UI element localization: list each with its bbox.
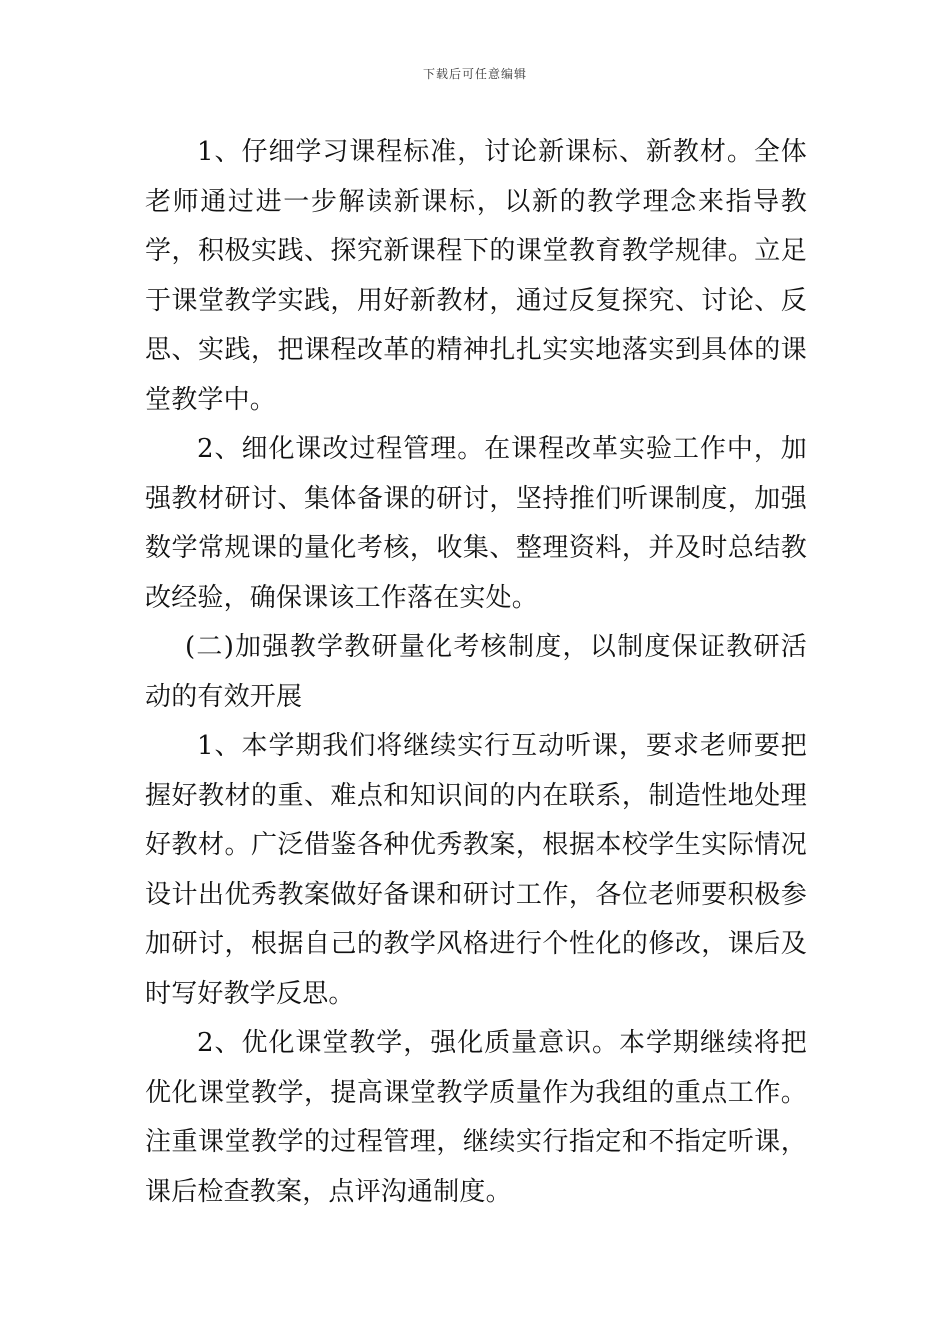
page-header: 下载后可任意编辑 xyxy=(422,67,527,81)
paragraph-4: 2、优化课堂教学，强化质量意识。本学期继续将把优化课堂教学，提高课堂教学质量作为我组的重点工作。注重课堂教学的过程管理，继续实行指定和不指定听课，课后检查教案，点评沟通制度。 xyxy=(145,1028,807,1207)
paragraph-3: 1、本学期我们将继续实行互动听课，要求老师要把握好教材的重、难点和知识间的内在联系，制造性地处理好教材。广泛借鉴各种优秀教案，根据本校学生实际情况设计出优秀教案做好备课和研讨工作，各位老师要积极参加研讨，根据自己的教学风格进行个性化的修改，课后及时写好教学反思。 xyxy=(145,731,807,1009)
section-heading: (二)加强教学教研量化考核制度，以制度保证教研活动的有效开展 xyxy=(145,632,807,712)
document-body xyxy=(145,128,807,1217)
paragraph-1: 1、仔细学习课程标准，讨论新课标、新教材。全体老师通过进一步解读新课标，以新的教学理念来指导教学，积极实践、探究新课程下的课堂教育教学规律。立足于课堂教学实践，用好新教材，通过反复探究、讨论、反思、实践，把课程改革的精神扎扎实实地落实到具体的课堂教学中。 xyxy=(145,137,807,415)
paragraph-2: 2、细化课改过程管理。在课程改革实验工作中，加强教材研讨、集体备课的研讨，坚持推们听课制度，加强数学常规课的量化考核，收集、整理资料，并及时总结教改经验，确保课该工作落在实处。 xyxy=(145,434,807,613)
